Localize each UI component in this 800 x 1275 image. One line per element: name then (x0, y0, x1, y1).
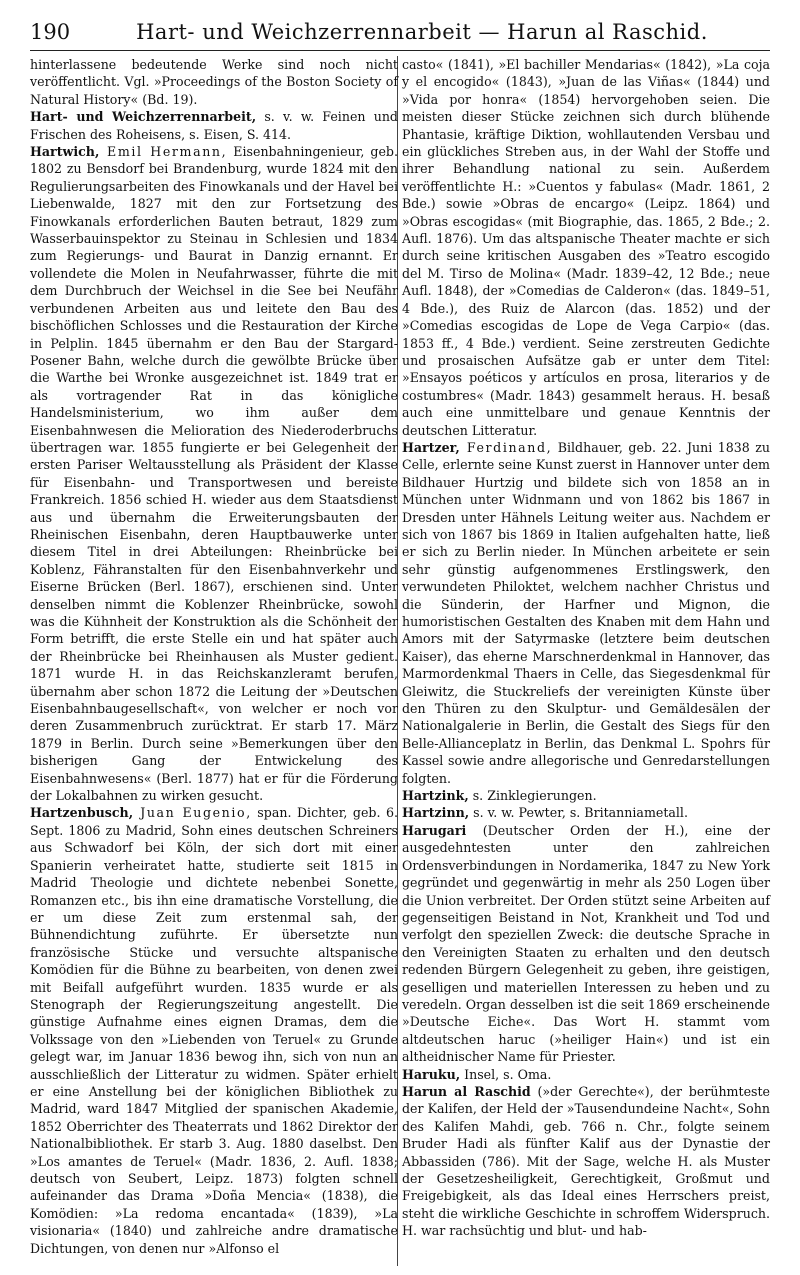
entry-lemma: Harun al Raschid (402, 1083, 531, 1099)
entry-text: Eisenbahningenieur, geb. 1802 zu Bensdorf bei Brandenburg, wurde 1824 mit den Regulierungsarbeiten des Finowkanals und der Havel bei Liebenwalde, 1827 mit den zur Fortsetzung des Finowkanals erforderlichen Bauten betraut, 1829 zum Wasserbauinspektor zu Steinau in Schlesien und 1834 zum Regierungs- und Baurat in Danzig ernannt. Er vollendete die Molen in Neufahrwasser, führte die mit dem Durchbruch der Weichsel in die See bei Neufähr verbundenen Arbeiten aus und leitete den Bau des bischöflichen Schlosses und die Restauration der Kirche in Pelplin. 1845 übernahm er den Bau der Stargard-Posener Bahn, welche durch die gewölbte Brücke über die Warthe bei Wronke ausgezeichnet ist. 1849 trat er als vortragender Rat in das königliche Handelsministerium, wo ihm außer dem Eisenbahnwesen die Melioration des Niederoderbruchs übertragen war. 1855 fungierte er bei Gelegenheit der ersten Pariser Weltausstellung als Präsident der Klasse für Eisenbahn- und Transportwesen und bereiste Frankreich. 1856 schied H. wieder aus dem Staatsdienst aus und übernahm die Erweiterungsbauten der Rheinischen Eisenbahn, deren Hauptbauwerke unter diesem Titel in drei Abteilungen: Rheinbrücke bei Koblenz, Fähranstalten für den Eisenbahnverkehr und Eiserne Brücken (Berl. 1867), erschienen sind. Unter denselben nimmt die Koblenzer Rheinbrücke, sowohl was die Kühnheit der Konstruktion als die Schönheit der Form betrifft, die erste Stelle ein und hat später auch der Rheinbrücke bei Rheinhausen als Muster gedient. 1871 wurde H. in das Reichskanzleramt berufen, übernahm aber schon 1872 die Leitung der »Deutschen Eisenbahnbaugesellschaft«, von welcher er noch vor deren Zusammenbruch zurücktrat. Er starb 17. März 1879 in Berlin. Durch seine »Bemerkungen über den bisherigen Gang der Entwickelung des Eisenbahnwesens« (Berl. 1877) hat er für die Förderung der Lokalbahnen zu wirken gesucht. (30, 144, 399, 804)
entry-text: s. v. w. Feinen und Frischen des Roheisens, s. Eisen, S. 414. (30, 109, 398, 142)
dictionary-entry (402, 1066, 770, 1083)
dictionary-entry (402, 822, 770, 1066)
entry-name: Ferdinand, (459, 439, 553, 455)
dictionary-entry (402, 1083, 770, 1240)
entry-lemma: Hartzinn, (402, 805, 470, 821)
running-head: Hart- und Weichzerrennarbeit — Harun al Raschid. (136, 20, 708, 44)
entry-text: (»der Gerechte«), der berühmteste der Kalifen, der Held der »Tausendundeine Nacht«, Sohn des Kalifen Mahdi, geb. 766 n. Chr., folgte seinem Bruder Hadi als fünfter Kalif aus der Dynastie der Abbassiden (786). Mit der Sage, welche H. als Muster der Gesetzesheiligkeit, Gerechtigkeit, Großmut und Freigebigkeit, als das Ideal eines Herrschers preist, steht die wirkliche Geschichte in schroffem Widerspruch. H. war rachsüchtig und blut- und hab- (402, 1083, 770, 1239)
entry-text: span. Dichter, geb. 6. Sept. 1806 zu Madrid, Sohn eines deutschen Schreiners aus Schwadorf bei Köln, der sich dort mit einer Spanierin verheiratet hatte, studierte seit 1815 in Madrid Theologie und dichtete nebenbei Sonette, Romanzen etc., bis ihn eine dramatische Vorstellung, die er um diese Zeit zum erstenmal sah, der Bühnendichtung zuführte. Er übersetzte nun französische Stücke und versuchte altspanische Komödien für die Bühne zu bearbeiten, von denen zwei mit Beifall aufgeführt wurden. 1835 wurde er als Stenograph der Regierungszeitung angestellt. Die günstige Aufnahme eines eignen Dramas, dem die Volkssage von den »Liebenden von Teruel« zu Grunde gelegt war, im Januar 1836 bewog ihn, sich von nun an ausschließlich der Litteratur zu widmen. Später erhielt er eine Anstellung bei der königlichen Bibliothek zu Madrid, ward 1847 Mitglied der spanischen Akademie, 1852 Oberrichter des Theaterrats und 1862 Direktor der Nationalbibliothek. Er starb 3. Aug. 1880 daselbst. Den »Los amantes de Teruel« (Madr. 1836, 2. Aufl. 1838; deutsch von Seubert, Leipz. 1873) folgten schnell aufeinander das Drama »Doña Mencia« (1838), die Komödien: »La redoma encantada« (1839), »La visionaria« (1840) und zahlreiche andre dramatische Dichtungen, von denen nur »Alfonso el (30, 805, 398, 1256)
left-column (30, 56, 398, 1257)
entry-lemma: Hartwich, (30, 144, 100, 160)
dictionary-entry (402, 439, 770, 787)
dictionary-entry (402, 787, 770, 804)
entry-lemma: Haruku, (402, 1066, 461, 1082)
entry-text: s. v. w. Pewter, s. Britanniametall. (469, 805, 688, 821)
entry-text: hinterlassene bedeutende Werke sind noch nicht veröffentlicht. Vgl. »Proceedings of the Boston Society of Natural History« (Bd. 19). (30, 57, 398, 107)
dictionary-entry (402, 56, 770, 439)
dictionary-entry (30, 143, 398, 804)
entry-lemma: Hartzer, (402, 439, 460, 455)
entry-lemma: Hart- und Weichzerrennarbeit, (30, 109, 257, 125)
dictionary-entry (30, 56, 398, 108)
entry-text: casto« (1841), »El bachiller Mendarias« (1842), »La coja y el encogido« (1843), »Juan de las Viñas« (1844) und »Vida por honra« (1854) hervorgehoben seien. Die meisten dieser Stücke zeichnen sich durch blühende Phantasie, kräftige Diktion, wohllautenden Versbau und ein glückliches Streben aus, in der Wahl der Stoffe und ihrer Behandlung national zu sein. Außerdem veröffentlichte H.: »Cuentos y fabulas« (Madr. 1861, 2 Bde.) sowie »Obras de encargo« (Leipz. 1864) und »Obras escogidas« (mit Biographie, das. 1865, 2 Bde.; 2. Aufl. 1876). Um das altspanische Theater machte er sich durch seine kritischen Ausgaben des »Teatro escogido del M. Tirso de Molina« (Madr. 1839–42, 12 Bde.; neue Aufl. 1848), der »Comedias de Calderon« (das. 1849–51, 4 Bde.), des Ruiz de Alarcon (das. 1852) und der »Comedias escogidas de Lope de Vega Carpio« (das. 1853 ff., 4 Bde.) verdient. Seine zerstreuten Gedichte und prosaischen Aufsätze gab er unter dem Titel: »Ensayos poéticos y artículos en prosa, literarios y de costumbres« (Madr. 1843) gesammelt heraus. H. besaß auch eine unmittelbare und genaue Kenntnis der deutschen Litteratur. (402, 57, 770, 438)
entry-lemma: Hartzink, (402, 788, 469, 804)
entry-name: Emil Hermann, (99, 144, 228, 160)
entry-lemma: Hartzenbusch, (30, 805, 134, 821)
entry-text: Bildhauer, geb. 22. Juni 1838 zu Celle, erlernte seine Kunst zuerst in Hannover unter dem Bildhauer Hurtzig und bildete sich von 1858 an in München unter Widnmann und von 1862 bis 1867 in Dresden unter Hähnels Leitung weiter aus. Nachdem er sich von 1867 bis 1869 in Italien aufgehalten hatte, ließ er sich zu Berlin nieder. In München arbeitete er sein sehr günstig aufgenommenes Erstlingswerk, den verwundeten Philoktet, welchem nachher Christus und die Sünderin, der Harfner und Mignon, die humoristischen Gestalten des Knaben mit dem Hahn und Amors mit der Satyrmaske (letztere beim deutschen Kaiser), das eherne Marschnerdenkmal in Hannover, das Marmordenkmal Thaers in Celle, das Siegesdenkmal für Gleiwitz, die Stuckreliefs der vereinigten Künste über den Thüren zu den Skulptur- und Gemäldesälen der Nationalgalerie in Berlin, die Gestalt des Siegs für den Belle-Allianceplatz in Berlin, das Denkmal L. Spohrs für Kassel sowie andre allegorische und Genredarstellungen folgten. (402, 439, 770, 786)
entry-name: Juan Eugenio, (133, 805, 252, 821)
entry-text: (Deutscher Orden der H.), eine der ausgedehntesten unter den zahlreichen Ordensverbindungen in Nordamerika, 1847 zu New York gegründet und gegenwärtig in mehr als 250 Logen über die Union verbreitet. Der Orden stützt seine Arbeiten auf gegenseitigen Beistand in Not, Krankheit und Tod und verfolgt den speziellen Zweck: die deutsche Sprache in den Vereinigten Staaten zu erhalten und den deutsch redenden Bürgern Gelegenheit zu geben, ihre geistigen, geselligen und materiellen Interessen zu heben und zu veredeln. Organ desselben ist die seit 1869 erscheinende »Deutsche Eiche«. Das Wort H. stammt vom altdeutschen haruc (»heiliger Hain«) und ist ein altheidnischer Name für Priester. (402, 822, 770, 1065)
dictionary-entry (402, 804, 770, 821)
entry-text: s. Zinklegierungen. (468, 788, 597, 804)
entry-text: Insel, s. Oma. (460, 1066, 552, 1082)
page-header (30, 14, 770, 51)
dictionary-entry (30, 108, 398, 143)
right-column (402, 56, 770, 1240)
page-number: 190 (30, 20, 71, 44)
entry-lemma: Harugari (402, 822, 467, 838)
dictionary-entry (30, 804, 398, 1257)
